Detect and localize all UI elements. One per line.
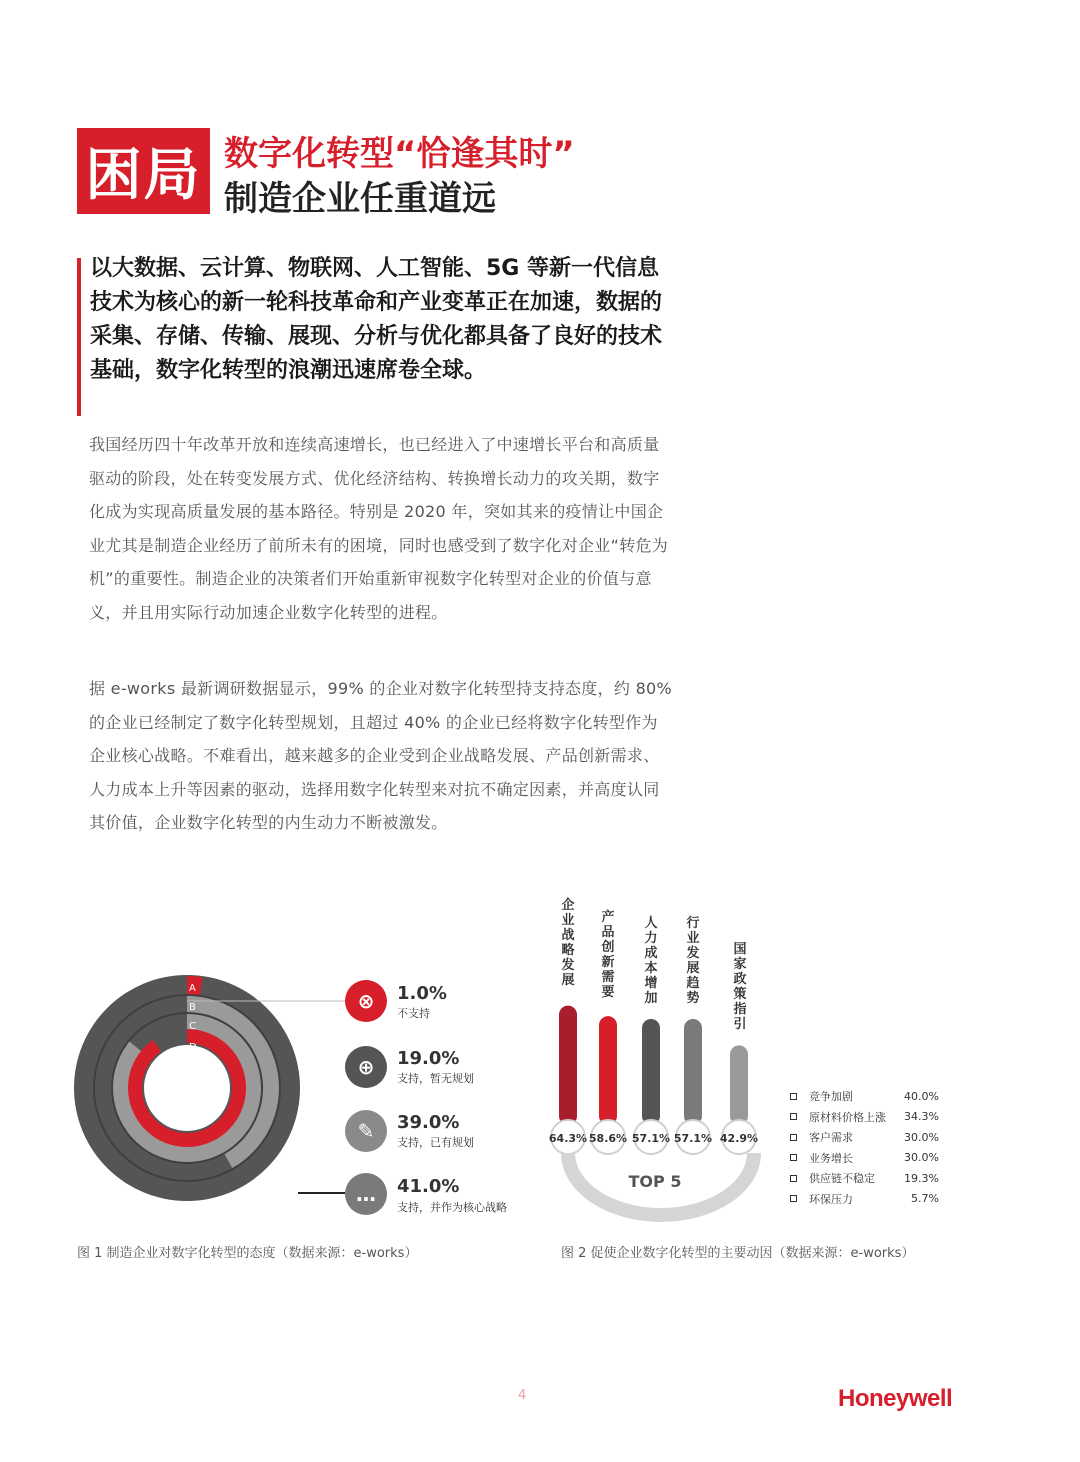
bar-category-label: 产品创新需要 bbox=[601, 910, 615, 1000]
chart1-label: 支持，已有规划 bbox=[397, 1136, 474, 1149]
chart1-label: 支持，并作为核心战略 bbox=[397, 1201, 507, 1214]
bar bbox=[684, 1019, 702, 1125]
chart1-label: 支持，暂无规划 bbox=[397, 1072, 474, 1085]
bar-value-label: 64.3% bbox=[548, 1132, 588, 1145]
body-paragraph-2: 据 e-works 最新调研数据显示，99% 的企业对数字化转型持支持态度，约 80% 的企业已经制定了数字化转型规划，且超过 40% 的企业已经将数字化转型作为企业核心战略。不难看出，越来越多的企业受到企业战略发展、产品创新需求、人力成本上升等因素的驱动，选择用数字化转型来对抗不确定因素，并高度认同其价值，企业数字化转型的内生动力不断被激发。 bbox=[89, 679, 673, 832]
chart2-legend bbox=[790, 1086, 939, 1209]
bar bbox=[599, 1016, 617, 1125]
bar-category-label: 人力成本增加 bbox=[644, 916, 658, 1006]
legend-item: 业务增长 30.0% bbox=[790, 1148, 939, 1169]
chart1-center-hole bbox=[144, 1045, 230, 1131]
chart1-value: 41.0% bbox=[397, 1176, 460, 1197]
legend-item: 客户需求 30.0% bbox=[790, 1127, 939, 1148]
lead-text: 以大数据、云计算、物联网、人工智能、5G 等新一代信息技术为核心的新一轮科技革命和产业变革正在加速，数据的采集、存储、传输、展现、分析与优化都具备了良好的技术基础，数字化转型的浪潮迅速席卷全球。 bbox=[90, 256, 663, 383]
bar-category-label: 国家政策指引 bbox=[733, 942, 747, 1032]
chart1-value: 19.0% bbox=[397, 1048, 460, 1069]
title-line-1: 数字化转型“恰逢其时” bbox=[224, 134, 575, 174]
chart1-value: 39.0% bbox=[397, 1112, 460, 1133]
page-number: 4 bbox=[518, 1388, 527, 1403]
title-line-2: 制造企业任重道远 bbox=[224, 179, 496, 219]
honeywell-logo: Honeywell bbox=[838, 1385, 953, 1412]
bar-value-label: 57.1% bbox=[673, 1132, 713, 1145]
ring-label-a: A bbox=[189, 983, 196, 994]
legend-item: 环保压力 5.7% bbox=[790, 1189, 939, 1210]
bar-category-label: 行业发展趋势 bbox=[686, 916, 700, 1006]
bar-value-label: 57.1% bbox=[631, 1132, 671, 1145]
bar-value-label: 42.9% bbox=[719, 1132, 759, 1145]
bar-value-label: 58.6% bbox=[588, 1132, 628, 1145]
bar-category-label: 企业战略发展 bbox=[561, 898, 575, 988]
bar bbox=[642, 1019, 660, 1125]
legend-item: 竞争加剧 40.0% bbox=[790, 1086, 939, 1107]
body-paragraph-1: 我国经历四十年改革开放和连续高速增长，也已经进入了中速增长平台和高质量驱动的阶段，处在转变发展方式、优化经济结构、转换增长动力的攻关期，数字化成为实现高质量发展的基本路径。特别是 2020 年，突如其来的疫情让中国企业尤其是制造企业经历了前所未有的困境，同时也感受到了数字化对企业“转危为机”的重要性。制造企业的决策者们开始重新审视数字化转型对企业的价值与意义，并且用实际行动加速企业数字化转型的进程。 bbox=[89, 435, 669, 622]
ring-label-b: B bbox=[189, 1002, 196, 1013]
bar bbox=[559, 1006, 577, 1125]
top5-label: TOP 5 bbox=[628, 1172, 682, 1191]
bar bbox=[730, 1045, 748, 1125]
chart1-value: 1.0% bbox=[397, 983, 447, 1004]
edit-icon: ✎ bbox=[345, 1110, 387, 1152]
chart2-bars bbox=[548, 985, 768, 1230]
chart1-label: 不支持 bbox=[397, 1007, 430, 1020]
ring-label-c: C bbox=[189, 1021, 196, 1032]
chart1-rings bbox=[70, 970, 380, 1215]
ring-label-d: D bbox=[189, 1042, 197, 1053]
lead-accent-bar bbox=[77, 258, 81, 416]
chart2-caption: 图 2 促使企业数字化转型的主要动因（数据来源：e-works） bbox=[561, 1246, 915, 1261]
header-badge: 困局 bbox=[77, 128, 210, 214]
chart1-caption: 图 1 制造企业对数字化转型的态度（数据来源：e-works） bbox=[77, 1246, 418, 1261]
legend-item: 供应链不稳定 19.3% bbox=[790, 1168, 939, 1189]
legend-item: 原材料价格上涨 34.3% bbox=[790, 1107, 939, 1128]
plus-icon: ⊕ bbox=[345, 1046, 387, 1088]
chat-icon: … bbox=[345, 1173, 387, 1215]
close-icon: ⊗ bbox=[345, 980, 387, 1022]
